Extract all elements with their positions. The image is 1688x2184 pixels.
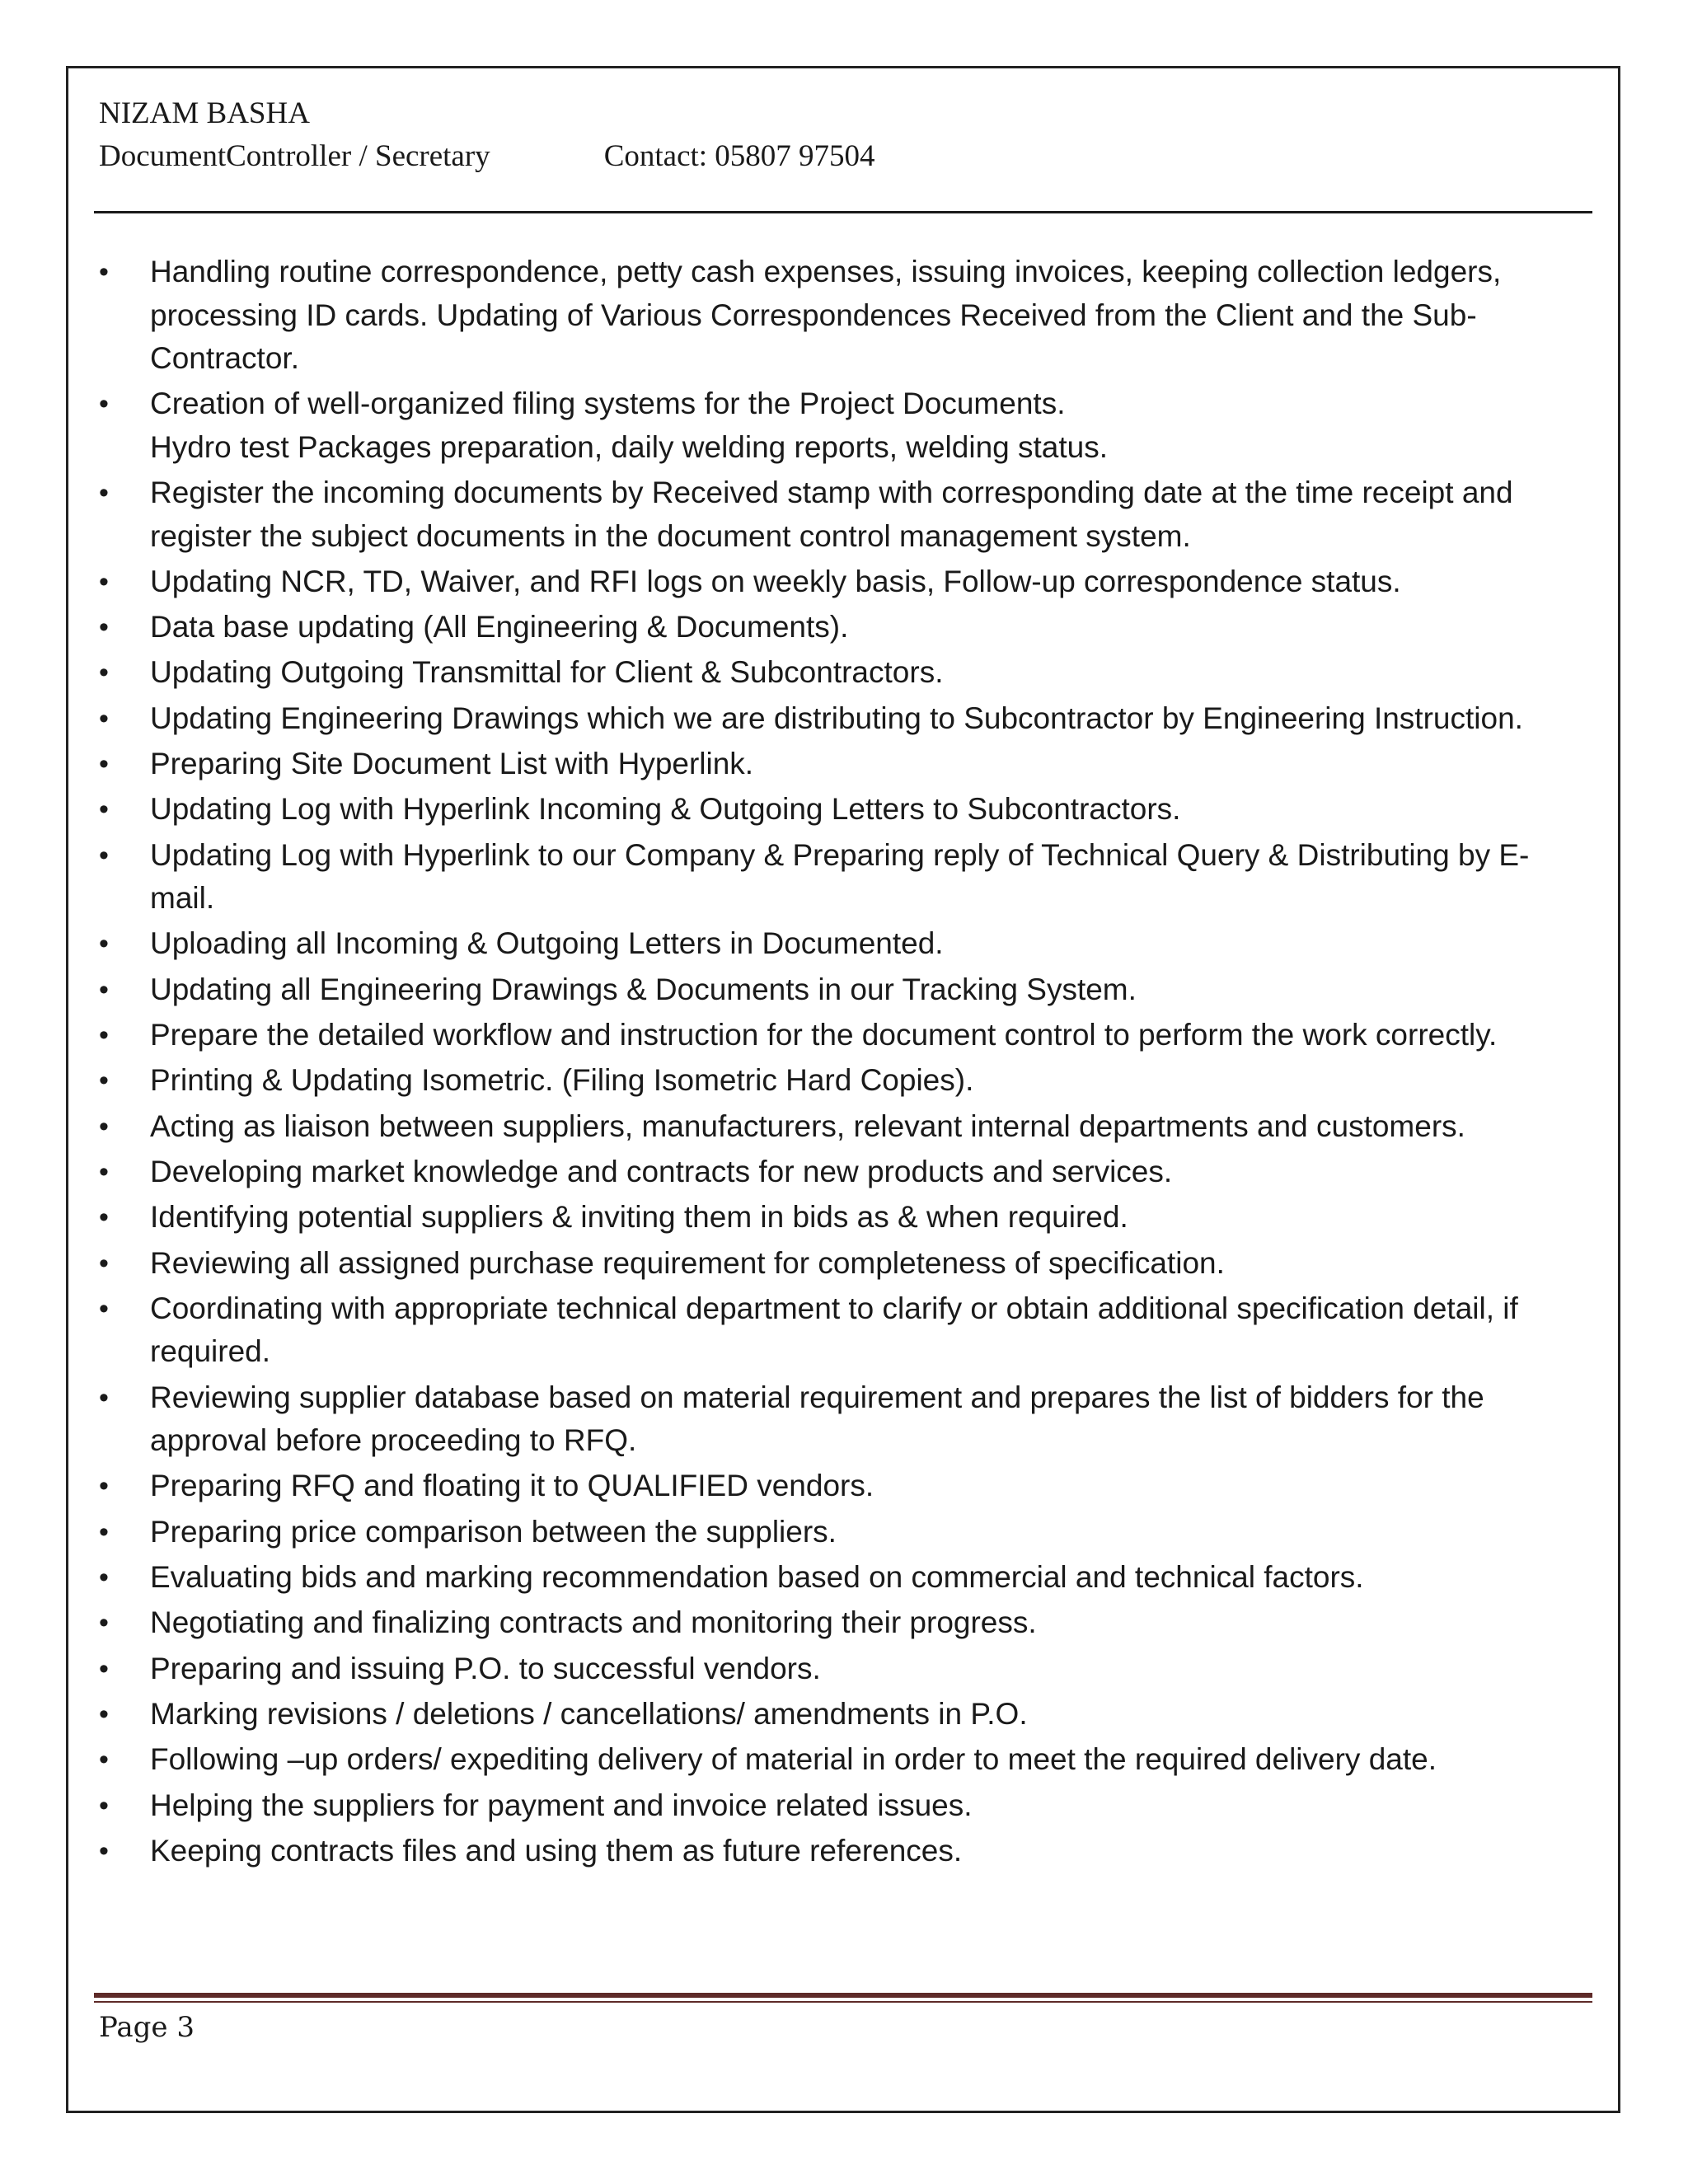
bullet-icon: • <box>99 1516 109 1548</box>
list-item <box>91 968 1591 1012</box>
bullet-icon: • <box>99 1019 109 1052</box>
list-item <box>91 251 1591 381</box>
list-item-text: Updating NCR, TD, Waiver, and RFI logs on weekly basis, Follow-up correspondence status. <box>150 564 1401 598</box>
list-item-text: Evaluating bids and marking recommendation based on commercial and technical factors. <box>150 1560 1364 1595</box>
bullet-icon: • <box>99 1607 109 1639</box>
list-item <box>91 471 1591 558</box>
resume-header <box>99 92 875 178</box>
bullet-icon: • <box>99 928 109 960</box>
list-item <box>91 1647 1591 1691</box>
bullet-icon: • <box>99 1744 109 1776</box>
list-item <box>91 1784 1591 1828</box>
bullet-icon: • <box>99 1065 109 1097</box>
footer-divider-thin <box>94 2001 1592 2003</box>
list-item-text: Keeping contracts files and using them as future references. <box>150 1833 963 1868</box>
bullet-icon: • <box>99 1835 109 1867</box>
list-item <box>91 1242 1591 1286</box>
list-item <box>91 1465 1591 1508</box>
bullet-icon: • <box>99 1562 109 1594</box>
bullet-icon: • <box>99 748 109 780</box>
list-item <box>91 1738 1591 1782</box>
list-item-text: Reviewing supplier database based on material requirement and prepares the list of bidders for the approval before proceeding to RFQ. <box>150 1380 1484 1458</box>
list-item <box>91 1556 1591 1600</box>
list-item <box>91 922 1591 966</box>
bullet-icon: • <box>99 973 109 1005</box>
bullet-icon: • <box>99 657 109 689</box>
list-item <box>91 1059 1591 1103</box>
list-item-text: Updating Outgoing Transmittal for Client & Subcontractors. <box>150 655 944 690</box>
list-item-text: Handling routine correspondence, petty cash expenses, issuing invoices, keeping collection ledgers, processing ID cards. Updating of Various Correspondences Received from the Client and the Sub-Contractor. <box>150 255 1502 375</box>
list-item <box>91 1287 1591 1374</box>
candidate-name: NIZAM BASHA <box>99 96 310 130</box>
bullet-list <box>91 251 1591 1872</box>
contact-number: Contact: 05807 97504 <box>603 139 875 173</box>
list-item <box>91 382 1591 469</box>
list-item <box>91 1830 1591 1873</box>
list-item-text: Preparing price comparison between the suppliers. <box>150 1514 837 1549</box>
list-item <box>91 1376 1591 1463</box>
bullet-icon: • <box>99 477 109 509</box>
list-item-text: Negotiating and finalizing contracts and monitoring their progress. <box>150 1605 1037 1640</box>
list-item <box>91 743 1591 786</box>
list-item <box>91 606 1591 649</box>
bullet-icon: • <box>99 1155 109 1188</box>
role-contact-line <box>99 135 875 178</box>
list-item-text: Prepare the detailed workflow and instruction for the document control to perform the work correctly. <box>150 1018 1498 1052</box>
list-item-continuation: Hydro test Packages preparation, daily welding reports, welding status. <box>150 429 1108 464</box>
list-item-text: Updating Log with Hyperlink Incoming & Outgoing Letters to Subcontractors. <box>150 792 1181 827</box>
list-item-text: Preparing RFQ and floating it to QUALIFIED vendors. <box>150 1469 874 1503</box>
list-item-text: Identifying potential suppliers & inviting them in bids as & when required. <box>150 1200 1128 1235</box>
list-item <box>91 697 1591 741</box>
list-item-text: Updating Log with Hyperlink to our Company & Preparing reply of Technical Query & Distributing by E-mail. <box>150 837 1530 916</box>
bullet-icon: • <box>99 612 109 644</box>
bullet-icon: • <box>99 1470 109 1502</box>
list-item-text: Updating all Engineering Drawings & Documents in our Tracking System. <box>150 972 1137 1006</box>
bullet-icon: • <box>99 1292 109 1324</box>
list-item <box>91 1511 1591 1554</box>
bullet-icon: • <box>99 388 109 420</box>
bullet-icon: • <box>99 839 109 871</box>
list-item <box>91 834 1591 921</box>
list-item-text: Printing & Updating Isometric. (Filing Isometric Hard Copies). <box>150 1063 974 1098</box>
list-item-text: Helping the suppliers for payment and invoice related issues. <box>150 1788 973 1822</box>
bullet-icon: • <box>99 1789 109 1821</box>
list-item-text: Acting as liaison between suppliers, manufacturers, relevant internal departments and customers. <box>150 1108 1465 1143</box>
candidate-role: DocumentController / Secretary <box>99 139 490 173</box>
bullet-icon: • <box>99 1247 109 1279</box>
footer-divider-thick <box>94 1993 1592 1998</box>
list-item-text: Preparing and issuing P.O. to successful vendors. <box>150 1651 821 1685</box>
bullet-icon: • <box>99 702 109 734</box>
list-item <box>91 1014 1591 1057</box>
list-item-text: Following –up orders/ expediting delivery of material in order to meet the required delivery date. <box>150 1742 1437 1777</box>
list-item <box>91 788 1591 832</box>
bullet-icon: • <box>99 565 109 598</box>
responsibilities-list <box>91 251 1591 1875</box>
bullet-icon: • <box>99 1110 109 1142</box>
page-number: Page 3 <box>99 2011 195 2044</box>
list-item-text: Reviewing all assigned purchase requirement for completeness of specification. <box>150 1245 1225 1280</box>
list-item-text: Coordinating with appropriate technical department to clarify or obtain additional specification detail, if required. <box>150 1291 1518 1369</box>
bullet-icon: • <box>99 1381 109 1413</box>
list-item <box>91 1693 1591 1736</box>
list-item <box>91 1105 1591 1149</box>
header-divider <box>94 211 1592 213</box>
list-item <box>91 651 1591 695</box>
bullet-icon: • <box>99 1202 109 1234</box>
list-item-text: Updating Engineering Drawings which we are distributing to Subcontractor by Engineering Instruction. <box>150 701 1523 735</box>
list-item-text: Register the incoming documents by Received stamp with corresponding date at the time receipt and register the subject documents in the document control management system. <box>150 476 1513 553</box>
list-item-text: Marking revisions / deletions / cancellations/ amendments in P.O. <box>150 1696 1028 1731</box>
bullet-icon: • <box>99 1698 109 1730</box>
list-item <box>91 1196 1591 1240</box>
bullet-icon: • <box>99 256 109 288</box>
list-item <box>91 1151 1591 1194</box>
list-item-text: Developing market knowledge and contracts for new products and services. <box>150 1154 1173 1188</box>
list-item <box>91 560 1591 604</box>
list-item-text: Uploading all Incoming & Outgoing Letters in Documented. <box>150 926 944 961</box>
list-item-text: Preparing Site Document List with Hyperlink. <box>150 747 754 781</box>
list-item <box>91 1601 1591 1645</box>
bullet-icon: • <box>99 794 109 826</box>
list-item-text: Creation of well-organized filing systems for the Project Documents. <box>150 387 1066 421</box>
list-item-text: Data base updating (All Engineering & Documents). <box>150 610 849 644</box>
bullet-icon: • <box>99 1652 109 1685</box>
